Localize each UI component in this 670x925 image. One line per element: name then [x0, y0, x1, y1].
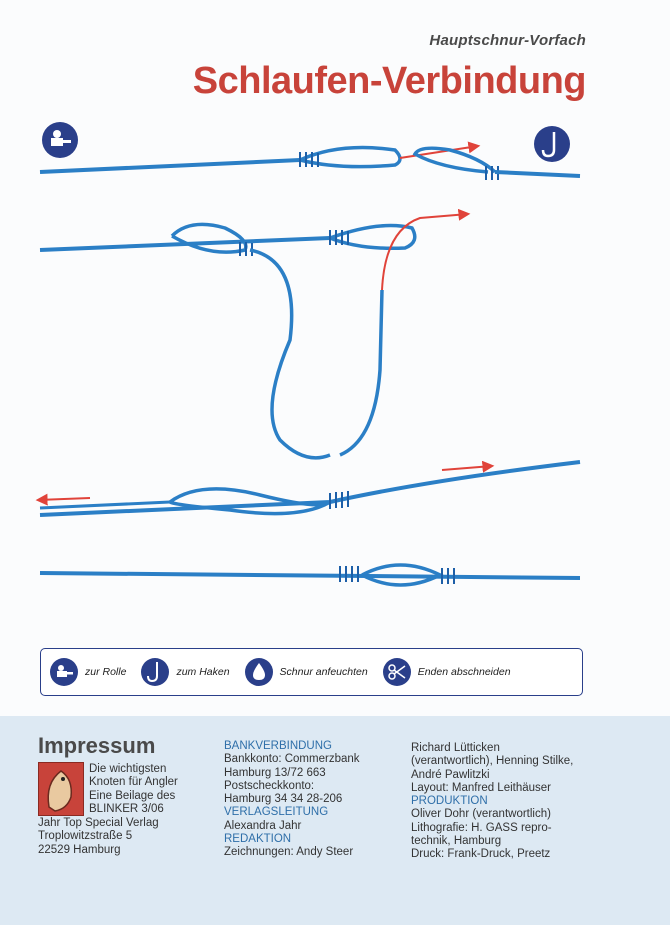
reel-icon [49, 657, 79, 687]
impressum-publisher [38, 817, 159, 857]
reel-icon [42, 122, 78, 158]
step-4 [40, 565, 580, 585]
legend-label-scissors: Enden abschneiden [417, 666, 511, 678]
step-3 [38, 462, 580, 515]
info-line: Zeichnungen: Andy Steer [224, 846, 354, 859]
knot-diagram [0, 110, 670, 610]
legend-label-hook: zum Haken [176, 666, 230, 678]
publisher-line: Jahr Top Special Verlag [38, 817, 159, 829]
info-line: André Pawlitzki [411, 768, 490, 781]
legend-label-water: Schnur anfeuchten [279, 666, 368, 678]
impressum-column-3 [411, 742, 573, 862]
impressum-intro [89, 763, 178, 816]
intro-line: BLINKER 3/06 [89, 802, 164, 815]
intro-line: Die wichtigsten [89, 763, 167, 775]
publisher-line: Troplowitzstraße 5 [38, 830, 133, 843]
section-head: BANKVERBINDUNG [224, 740, 332, 752]
legend [40, 648, 583, 696]
intro-line: Knoten für Angler [89, 776, 178, 789]
info-line: (verantwortlich), Henning Stilke, [411, 755, 574, 768]
intro-line: Eine Beilage des [89, 789, 176, 802]
hook-icon [534, 126, 570, 162]
info-line: Postscheckkonto: [224, 779, 315, 792]
info-line: Druck: Frank-Druck, Preetz [411, 848, 551, 861]
impressum-column-2 [224, 740, 360, 860]
impressum-title: Impressum [38, 733, 156, 758]
info-line: Lithografie: H. GASS repro- [411, 821, 552, 834]
info-line: Hamburg 34 34 28-206 [224, 793, 343, 806]
step-1 [40, 122, 580, 180]
hook-icon [140, 657, 170, 687]
info-line: Hamburg 13/72 663 [224, 766, 326, 779]
info-line: Richard Lütticken [411, 742, 500, 754]
legend-item-reel [49, 657, 126, 687]
info-line: technik, Hamburg [411, 835, 502, 848]
section-head: PRODUKTION [411, 795, 488, 808]
section-head: REDAKTION [224, 833, 292, 846]
page-subtitle: Hauptschnur-Vorfach [429, 32, 586, 49]
scissors-icon [382, 657, 412, 687]
step-2 [40, 214, 468, 458]
publisher-line: 22529 Hamburg [38, 843, 121, 856]
water-drop-icon [244, 657, 274, 687]
legend-item-water [244, 657, 368, 687]
page-title: Schlaufen-Verbindung [192, 60, 586, 102]
legend-item-hook [140, 657, 229, 687]
fish-logo-icon [38, 762, 84, 816]
info-line: Bankkonto: Commerzbank [224, 753, 360, 766]
legend-item-scissors [382, 657, 511, 687]
info-line: Oliver Dohr (verantwortlich) [411, 808, 551, 821]
section-head: VERLAGSLEITUNG [224, 806, 329, 819]
info-line: Alexandra Jahr [224, 819, 302, 832]
info-line: Layout: Manfred Leithäuser [411, 781, 552, 794]
legend-label-reel: zur Rolle [85, 666, 127, 678]
